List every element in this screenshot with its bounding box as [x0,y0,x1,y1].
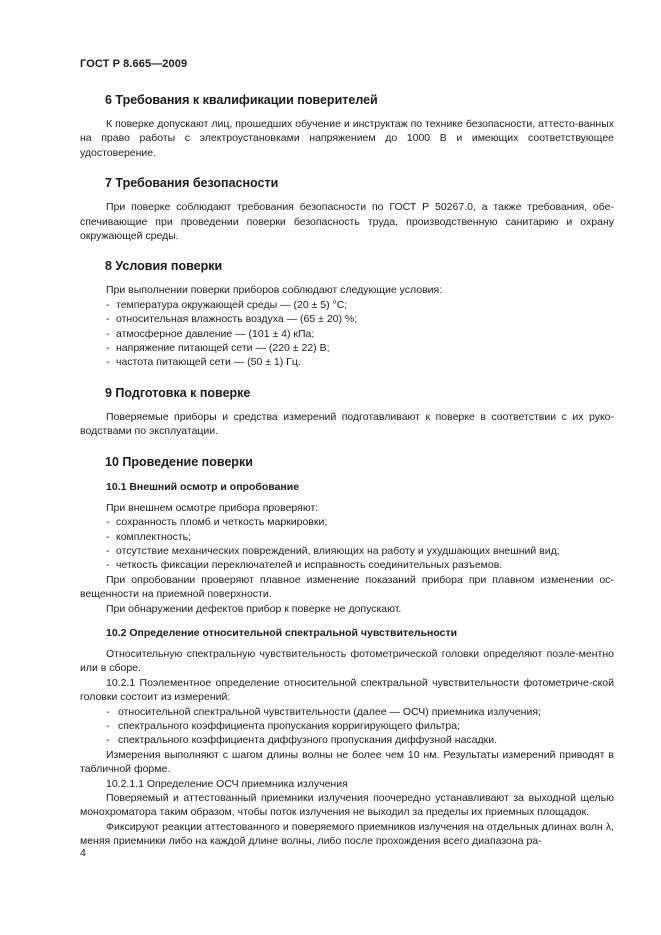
subsection-10-2-paragraph: Относительную спектральную чувствительность фотометрической головки определяют поэле-ментно или в сборе. [80,647,614,675]
subsection-10-2-paragraph: Поверяемый и аттестованный приемники излучения поочередно устанавливают за выходной щелью монохроматора таким образом, чтобы поток излучения не выходил за пределы их приемных площадок. [80,792,614,819]
subsection-10-1-title: 10.1 Внешний осмотр и опробование [106,480,300,493]
section-10-title: 10 Проведение поверки [105,454,253,469]
list-item: - четкость фиксации переключателей и исправность соединительных разъемов. [80,558,614,572]
section-6-title: 6 Требования к квалификации поверителей [105,93,378,107]
section-7-paragraph: При поверке соблюдают требования безопасности по ГОСТ Р 50267.0, а также требования, обе-спечивающие при проведении поверки безопасность труда, производственную санитарию и охрану окружающей среды. [80,201,614,243]
list-item: - спектрального коэффициента пропускания корригирующего фильтра; [80,719,614,733]
subsection-10-1-paragraph: При опробовании проверяют плавное изменение показаний прибора при плавном изменении ос-вещенности на приемной поверхности. [80,573,614,601]
list-item: - спектрального коэффициента диффузного пропускания диффузной насадки. [80,733,614,747]
section-9-paragraph: Поверяемые приборы и средства измерений подготавливают к поверке в соответствии с их руко-водствами по эксплуатации. [80,410,614,438]
page-number: 4 [80,847,86,859]
page-body [80,92,614,849]
document-header: ГОСТ Р 8.665—2009 [80,58,188,70]
list-item: - относительная влажность воздуха — (65 ± 20) %; [80,312,614,326]
list-item: - частота питающей сети — (50 ± 1) Гц. [80,355,614,369]
section-8-intro: При выполнении поверки приборов соблюдают следующие условия: [106,284,443,297]
section-9-title: 9 Подготовка к поверке [105,385,251,400]
list-item: - комплектность; [80,530,614,544]
subsection-10-2-paragraph: Измерения выполняют с шагом длины волны не более чем 10 нм. Результаты измерений приводят в табличной форме. [80,748,614,776]
subsection-10-2-title: 10.2 Определение относительной спектральной чувствительности [106,626,458,639]
subsection-10-1-paragraph: При обнаружении дефектов прибор к поверке не допускают. [106,602,402,615]
section-6-paragraph: К поверке допускают лиц, прошедших обучение и инструктаж по технике безопасности, аттесто-ванных на право работы с электроустановками напряжением до 1000 В и имеющих соответствующее удостоверение. [80,118,614,159]
list-item: - сохранность пломб и четкость маркировки; [80,515,614,529]
list-item: - отсутствие механических повреждений, влияющих на работу и ухудшающих внешний вид; [80,544,614,558]
subsection-10-2-paragraph: Фиксируют реакции аттестованного и поверяемого приемников излучения на отдельных длинах волн λ, меняя приемники либо на каждой длине волны, либо после прохождения всего диапазона ра- [80,820,614,848]
list-item: - температура окружающей среды — (20 ± 5) °С; [80,298,614,312]
list-item: - напряжение питающей сети — (220 ± 22) В; [80,341,614,355]
section-7-title: 7 Требования безопасности [105,176,279,191]
clause-10-2-1-1-title: 10.2.1.1 Определение ОСЧ приемника излучения [106,777,348,790]
list-item: - атмосферное давление — (101 ± 4) кПа; [80,327,614,341]
list-item: - относительной спектральной чувствительности (далее — ОСЧ) приемника излучения; [80,705,614,719]
subsection-10-1-intro: При внешнем осмотре прибора проверяют: [106,501,319,514]
section-8-title: 8 Условия поверки [105,259,223,274]
clause-10-2-1: 10.2.1 Поэлементное определение относительной спектральной чувствительности фотометриче-ской головки состоит из измерений: [80,676,614,704]
